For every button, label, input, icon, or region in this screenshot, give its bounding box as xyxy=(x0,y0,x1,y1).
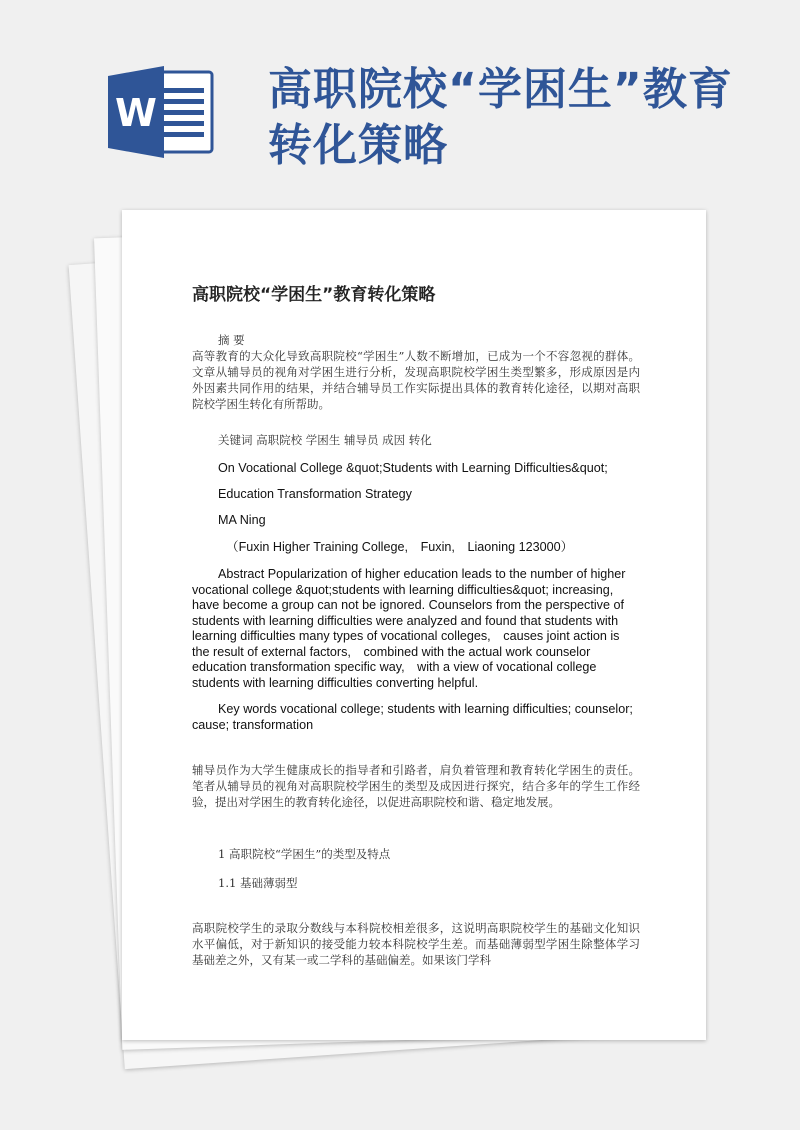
abstract-en xyxy=(192,567,640,691)
body-paragraph: 高职院校学生的录取分数线与本科院校相差很多，这说明高职院校学生的基础文化知识水平偏低，对于新知识的接受能力较本科院校学生差。而基础薄弱型学困生除整体学习基础差之外，又有某一或二学科的基础偏差。如果该门学科 xyxy=(192,921,640,967)
author-affiliation: （Fuxin Higher Training College, Fuxin, Liaoning 123000） xyxy=(226,540,574,554)
keywords-en-text: Key words vocational college; students with learning difficulties; counselor; cause; transformation xyxy=(192,702,633,732)
abstract-en-text: Abstract Popularization of higher education leads to the number of higher vocational college &quot;students with learning difficulties&quot; increasing, have become a group can not be ignored. Counselors from the perspective of students with learning difficulties were analyzed and found that students with learning difficulties many types of vocational colleges, causes joint action is the result of external factors, combined with the actual work counselor education transformation specific way, with a view of vocational college students with learning difficulties converting helpful. xyxy=(192,567,626,690)
english-title-line1: On Vocational College &quot;Students with Learning Difficulties&quot; xyxy=(218,461,608,475)
section-heading-1: 1 高职院校“学困生”的类型及特点 xyxy=(218,847,391,861)
keywords-en xyxy=(192,702,640,733)
banner-title: 高职院校“学困生”教育转化策略 xyxy=(268,64,733,171)
word-document-icon xyxy=(108,66,216,158)
intro-paragraph: 辅导员作为大学生健康成长的指导者和引路者，肩负着管理和教育转化学困生的责任。笔者从辅导员的视角对高职院校学困生的类型及成因进行探究，结合多年的学生工作经验，提出对学困生的教育转化途径，以促进高职院校和谐、稳定地发展。 xyxy=(192,763,640,809)
keywords-zh: 关键词 高职院校 学困生 辅导员 成因 转化 xyxy=(218,433,432,447)
document-title: 高职院校“学困生”教育转化策略 xyxy=(192,285,436,305)
abstract-zh: 高等教育的大众化导致高职院校“学困生”人数不断增加，已成为一个不容忽视的群体。文章从辅导员的视角对学困生进行分析，发现高职院校学困生类型繁多，形成原因是内外因素共同作用的结果，并结合辅导员工作实际提出具体的教育转化途径，以期对高职院校学困生转化有所帮助。 xyxy=(192,349,640,411)
word-logo-letter: W xyxy=(115,91,157,135)
section-heading-1-1: 1.1 基础薄弱型 xyxy=(218,876,298,890)
abstract-label: 摘 要 xyxy=(218,333,245,347)
document-page xyxy=(122,210,706,1040)
banner xyxy=(0,0,800,210)
english-title-line2: Education Transformation Strategy xyxy=(218,487,412,501)
author-name: MA Ning xyxy=(218,513,266,527)
